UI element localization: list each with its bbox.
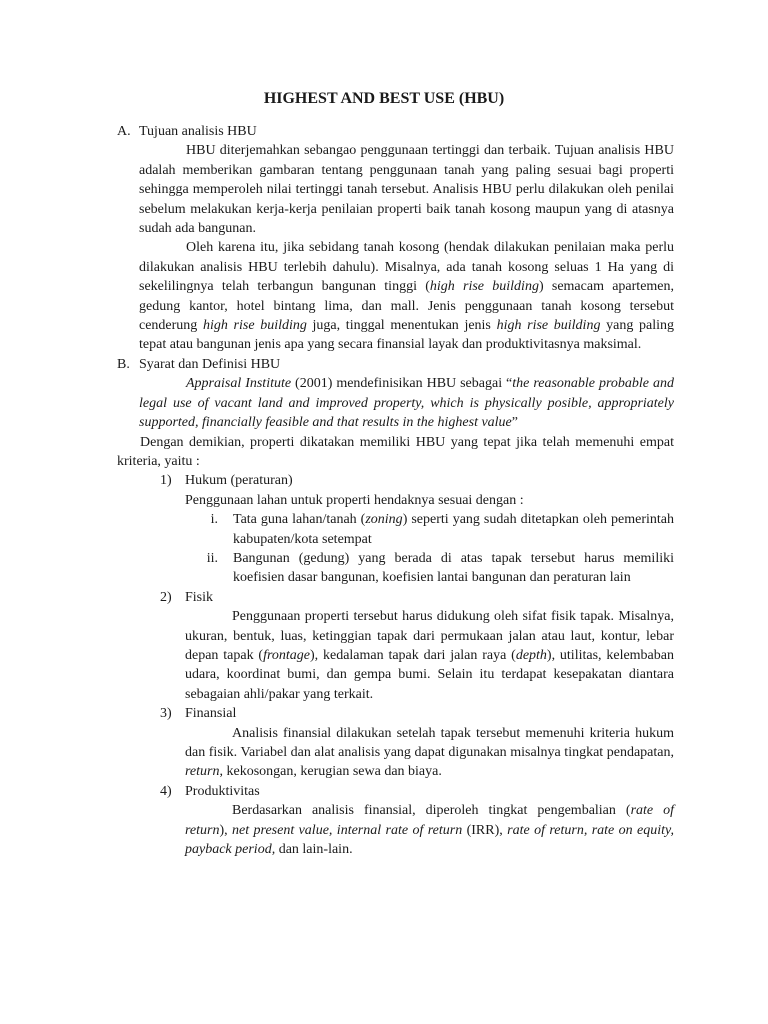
item-i-marker: i. [210,512,218,528]
section-a-marker: A. [117,124,131,139]
criterion-3-text: Analisis finansial dilakukan setelah tapak tersebut memenuhi kriteria hukum dan fisik. Variabel dan alat analisis yang dapat digunakan misalnya tingkat pendapatan, return, kekosongan, kerugian sewa dan biaya. [185,725,674,780]
criterion-4-text: Berdasarkan analisis finansial, diperoleh tingkat pengembalian (rate of return), net present value, internal rate of return (IRR), rate of return, rate on equity, payback period, dan lain-lain. [185,803,674,858]
section-b-heading: Syarat dan Definisi HBU [139,356,281,372]
page-title: HIGHEST AND BEST USE (HBU) [263,90,505,107]
criterion-1-lead: Penggunaan lahan untuk properti hendaknya sesuai dengan : [185,492,524,508]
criterion-1-item-ii [117,549,674,588]
criterion-fisik [117,588,674,704]
section-a-paragraph-2: Oleh karena itu, jika sebidang tanah kosong (hendak dilakukan penilaian maka perlu dilakukan analisis HBU terlebih dahulu). Misalnya, ada tanah kosong seluas 1 Ha yang di sekelilingnya telah terbangun bangunan tinggi (high rise building) semacam apartemen, gedung kantor, hotel bintang lima, dan mall. Jenis penggunaan tanah kosong tersebut cenderung high rise building juga, tinggal menentukan jenis high rise building yang paling tepat atau bangunan jenis apa yang secara finansial layak dan produktivitasnya maksimal. [139,240,675,353]
item-ii-text: Bangunan (gedung) yang berada di atas tapak tersebut harus memiliki koefisien dasar bangunan, koefisien lantai bangunan dan peraturan lain [233,550,674,586]
criterion-hukum [117,471,674,510]
section-b-marker: B. [117,356,130,372]
item-i-text: Tata guna lahan/tanah (zoning) seperti yang sudah ditetapkan oleh pemerintah kabupaten/kota setempat [233,512,675,547]
criterion-finansial [117,704,674,782]
criterion-2-marker: 2) [160,589,172,605]
criterion-2-heading: Fisik [185,589,214,605]
criterion-3-heading: Finansial [185,706,237,722]
section-b [117,355,674,433]
hbu-definition-quote: Appraisal Institute (2001) mendefinisikan HBU sebagai “the reasonable probable and legal use of vacant land and improved property, which is physically posible, appropriately supported, financially feasible and that results in the highest value” [139,376,674,431]
item-ii-marker: ii. [206,550,218,566]
criterion-4-heading: Produktivitas [185,783,260,799]
criterion-1-marker: 1) [160,473,172,489]
criterion-3-marker: 3) [160,706,172,722]
section-a-heading: Tujuan analisis HBU [139,124,257,139]
document-body [117,122,674,859]
criterion-1-heading: Hukum (peraturan) [185,473,293,489]
criteria-intro: Dengan demikian, properti dikatakan memiliki HBU yang tepat jika telah memenuhi empat kriteria, yaitu : [117,434,674,469]
criterion-produktivitas [117,782,674,860]
section-a-paragraph-1: HBU diterjemahkan sebangao penggunaan tertinggi dan terbaik. Tujuan analisis HBU adalah memberikan gambaran tentang penggunaan tanah yang paling sesuai bagi properti sehingga memperoleh nilai tertinggi tanah tersebut. Analisis HBU perlu dilakukan oleh penilai sebelum melakukan kerja-kerja penilaian properti baik tanah kosong maupun yang di atasnya sudah ada bangunan. [139,143,674,237]
criterion-2-text: Penggunaan properti tersebut harus didukung oleh sifat fisik tapak. Misalnya, ukuran, bentuk, luas, ketinggian tapak dari permukaan jalan atau laut, kontur, lebar depan tapak (frontage), kedalaman tapak dari jalan raya (depth), utilitas, kelembaban udara, koordinat bumi, dan gempa bumi. Selain itu terdapat kesepakatan diantara sebagaian ahli/pakar yang terkait. [185,609,674,702]
criterion-1-item-i [117,510,674,549]
criterion-4-marker: 4) [160,783,172,799]
section-a [117,122,674,355]
